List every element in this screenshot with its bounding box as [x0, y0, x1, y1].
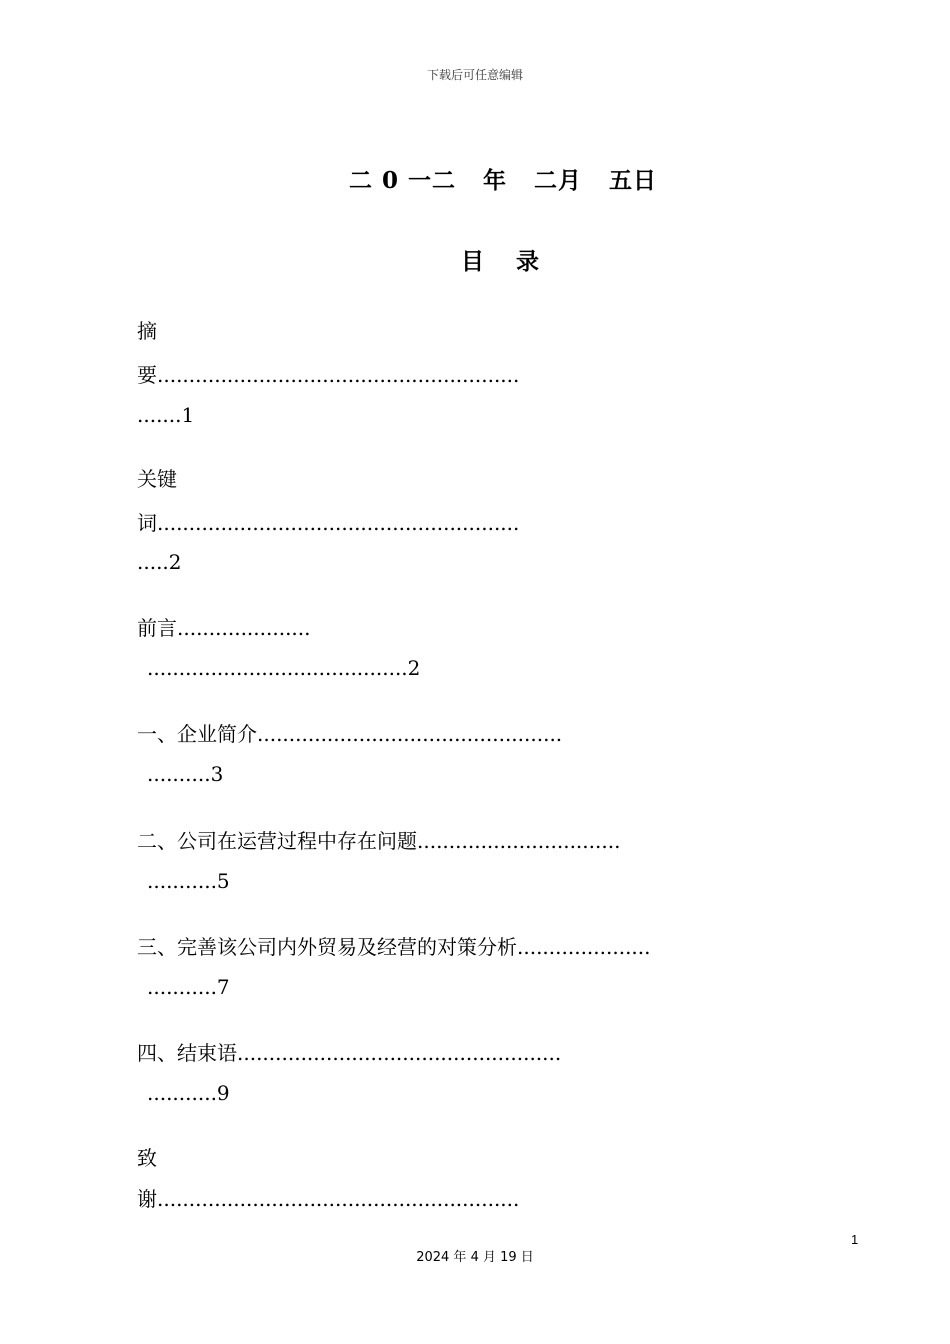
document-date: 二 0 一二 年 二月 五日 — [348, 167, 658, 194]
toc-entry-thanks-label-2: 谢......................................................... — [137, 1187, 520, 1211]
toc-entry-section-2-page: ...........5 — [147, 869, 230, 893]
toc-entry-section-3-label: 三、完善该公司内外贸易及经营的对策分析..................... — [137, 935, 651, 959]
toc-entry-section-3-page: ...........7 — [147, 975, 230, 999]
toc-entry-keywords-label-1: 关键 — [137, 467, 177, 491]
toc-entry-keywords-label-2: 词......................................................... — [137, 511, 520, 535]
toc-entry-thanks-label-1: 致 — [137, 1146, 157, 1170]
toc-entry-keywords-page: .....2 — [137, 550, 182, 574]
page-number: 1 — [851, 1232, 859, 1247]
toc-entry-abstract-label-2: 要......................................................... — [137, 363, 520, 387]
toc-entry-preface-label: 前言..................... — [137, 616, 311, 640]
toc-entry-section-4-page: ...........9 — [147, 1081, 230, 1105]
toc-entry-section-4-label: 四、结束语................................................... — [137, 1041, 562, 1065]
toc-entry-section-2-label: 二、公司在运营过程中存在问题................................ — [137, 829, 621, 853]
toc-entry-abstract-label-1: 摘 — [137, 319, 157, 343]
toc-entry-abstract-page: .......1 — [137, 403, 195, 427]
header-note: 下载后可任意编辑 — [426, 68, 523, 82]
toc-entry-section-1-label: 一、企业简介................................................ — [137, 722, 563, 746]
toc-entry-preface-page: .........................................2 — [147, 656, 421, 680]
footer-date: 2024 年 4 月 19 日 — [416, 1250, 534, 1265]
toc-title: 目 录 — [460, 248, 540, 275]
toc-entry-section-1-page: ..........3 — [147, 762, 224, 786]
